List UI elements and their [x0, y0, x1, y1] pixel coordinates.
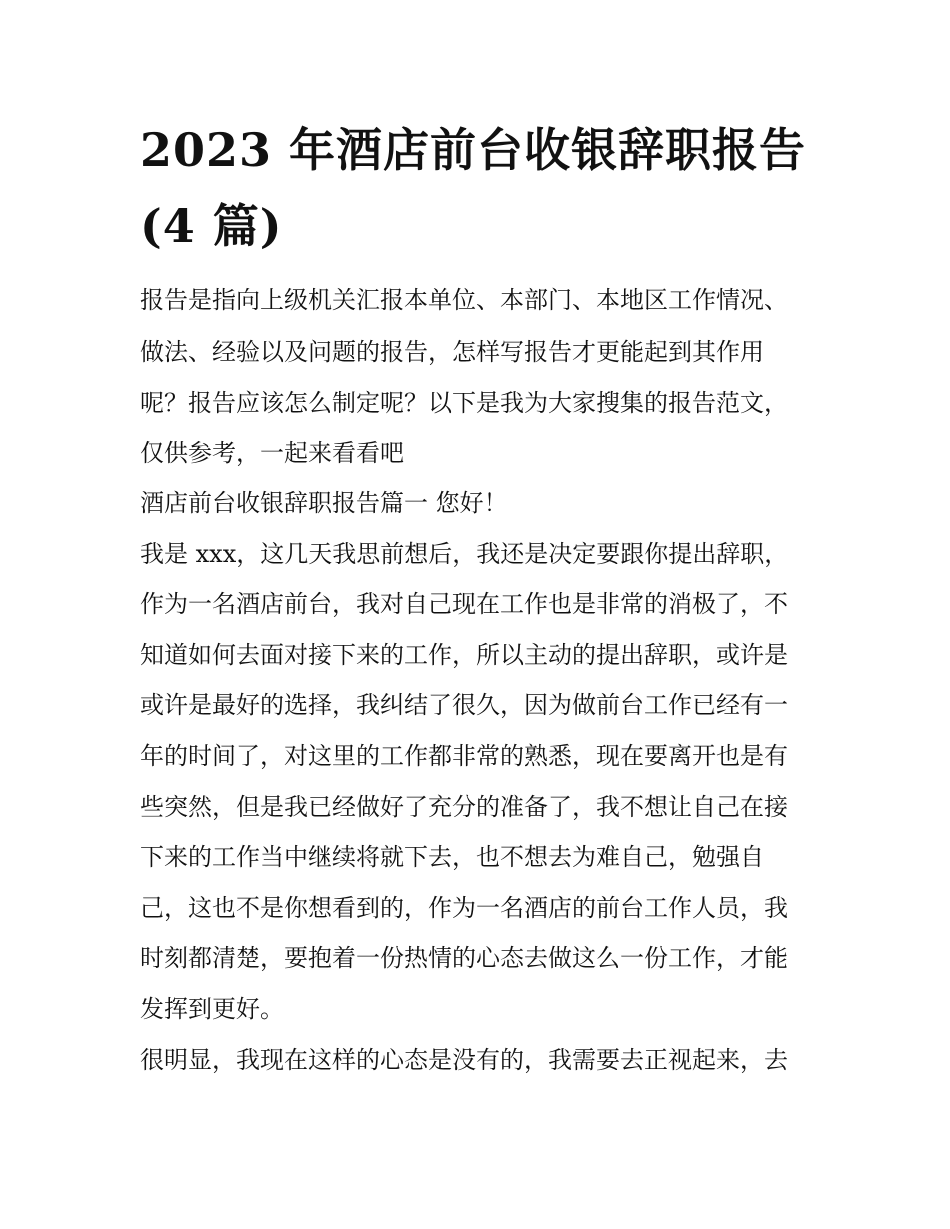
paragraph-line: 下来的工作当中继续将就下去，也不想去为难自己，勉强自: [140, 843, 764, 871]
title-line-2: (4 篇): [140, 199, 283, 253]
section-heading: 酒店前台收银辞职报告篇一 您好！: [140, 489, 508, 517]
paragraph-line: 我是 xxx，这几天我思前想后，我还是决定要跟你提出辞职，: [140, 540, 789, 568]
paragraph-line: 很明显，我现在这样的心态是没有的，我需要去正视起来，去: [140, 1046, 788, 1074]
paragraph-line: 或许是最好的选择，我纠结了很久，因为做前台工作已经有一: [140, 691, 788, 719]
document-title: [140, 112, 820, 264]
paragraph-line: 发挥到更好。: [140, 995, 284, 1023]
title-line-1: 2023 年酒店前台收银辞职报告: [140, 123, 807, 177]
paragraph-line: 些突然，但是我已经做好了充分的准备了，我不想让自己在接: [140, 793, 788, 821]
paragraph-line: 知道如何去面对接下来的工作，所以主动的提出辞职，或许是: [140, 641, 788, 669]
intro-line: 报告是指向上级机关汇报本单位、本部门、本地区工作情况、: [140, 286, 788, 314]
intro-line: 呢？报告应该怎么制定呢？以下是我为大家搜集的报告范文，: [140, 389, 788, 417]
paragraph-line: 作为一名酒店前台，我对自己现在工作也是非常的消极了，不: [140, 590, 788, 618]
intro-line: 仅供参考，一起来看看吧: [140, 439, 404, 467]
paragraph-line: 时刻都清楚，要抱着一份热情的心态去做这么一份工作，才能: [140, 944, 788, 972]
paragraph-line: 年的时间了，对这里的工作都非常的熟悉，现在要离开也是有: [140, 742, 788, 770]
intro-line: 做法、经验以及问题的报告，怎样写报告才更能起到其作用: [140, 338, 764, 366]
paragraph-line: 己，这也不是你想看到的，作为一名酒店的前台工作人员，我: [140, 894, 788, 922]
